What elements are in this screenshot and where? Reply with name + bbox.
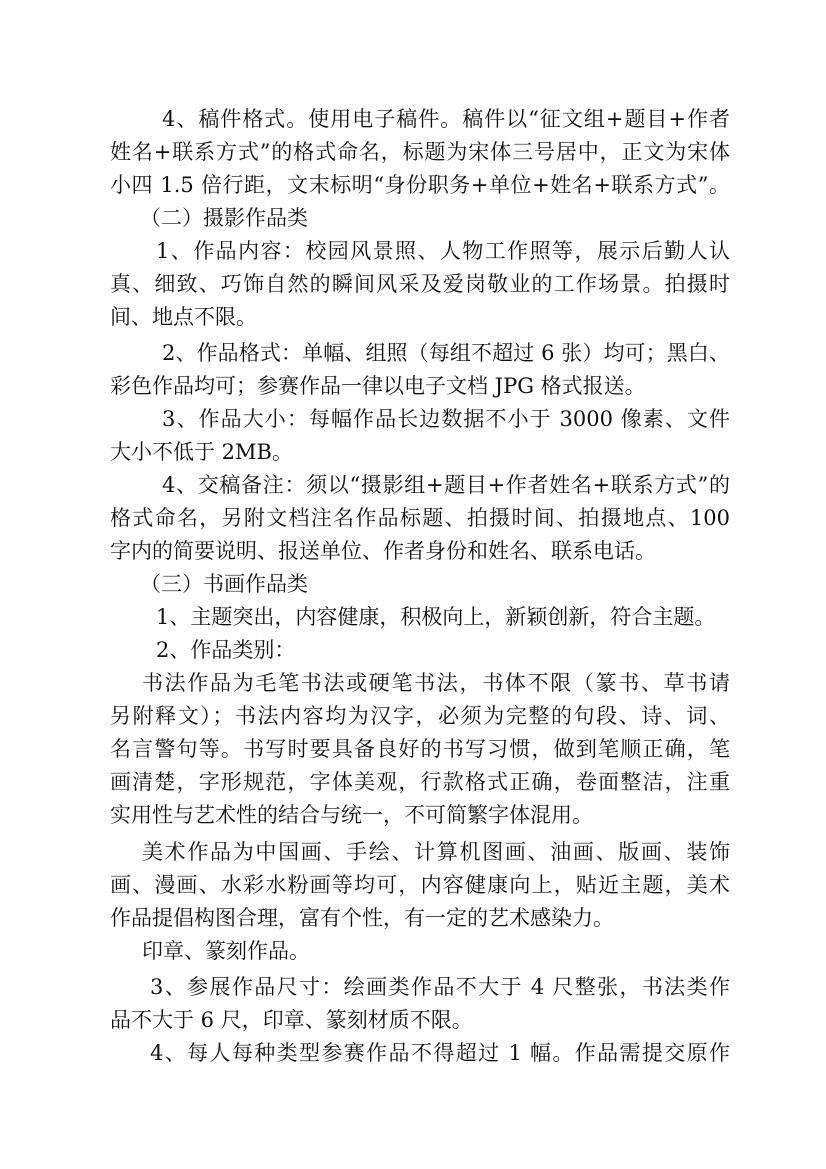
paragraph-line: 美术作品为中国画、手绘、计算机图画、油画、版画、装饰 [142,840,730,864]
paragraph-line: 实用性与艺术性的结合与统一，不可简繁字体混用。 [110,803,593,827]
paragraph-line: 字内的简要说明、报送单位、作者身份和姓名、联系电话。 [110,539,656,563]
paragraph-line: 彩色作品均可；参赛作品一律以电子文档 JPG 格式报送。 [110,374,646,398]
paragraph-line: 间、地点不限。 [110,305,257,329]
section-heading: （三）书画作品类 [140,572,308,596]
paragraph-line: 4、每人每种类型参赛作品不得超过 1 幅。作品需提交原作 [150,1041,730,1065]
paragraph-line: 真、细致、巧饰自然的瞬间风采及爱岗敬业的工作场景。拍摄时 [110,272,730,296]
paragraph-line: 1、作品内容：校园风景照、人物工作照等，展示后勤人认 [156,239,730,263]
paragraph-line: 另附释文）；书法内容均为汉字，必须为完整的句段、诗、词、 [110,704,730,728]
paragraph-line: 3、作品大小：每幅作品长边数据不小于 3000 像素、文件 [162,407,730,431]
paragraph-line: 2、作品类别： [156,638,296,662]
paragraph-line: 品不大于 6 尺，印章、篆刻材质不限。 [110,1008,473,1032]
paragraph-line: 画、漫画、水彩水粉画等均可，内容健康向上，贴近主题，美术 [110,873,730,897]
paragraph-line: 4、交稿备注：须以“摄影组+题目+作者姓名+联系方式”的 [162,473,730,497]
paragraph-line: 印章、篆刻作品。 [142,939,310,963]
paragraph-line: 格式命名，另附文档注名作品标题、拍摄时间、拍摄地点、100 [110,506,730,530]
paragraph-line: 1、主题突出，内容健康，积极向上，新颖创新，符合主题。 [156,605,716,629]
paragraph-line: 2、作品格式：单幅、组照（每组不超过 6 张）均可；黑白、 [162,341,730,365]
paragraph-line: 画清楚，字形规范，字体美观，行款格式正确，卷面整洁，注重 [110,770,730,794]
paragraph-line: 3、参展作品尺寸：绘画类作品不大于 4 尺整张，书法类作 [150,975,730,999]
paragraph-line: 4、稿件格式。使用电子稿件。稿件以“征文组+题目+作者 [162,107,730,131]
paragraph-line: 书法作品为毛笔书法或硬笔书法，书体不限（篆书、草书请 [142,671,730,695]
section-heading: （二）摄影作品类 [140,206,308,230]
paragraph-line: 姓名+联系方式”的格式命名，标题为宋体三号居中，正文为宋体 [110,140,730,164]
paragraph-line: 小四 1.5 倍行距，文末标明“身份职务+单位+姓名+联系方式”。 [110,173,730,197]
paragraph-line: 作品提倡构图合理，富有个性，有一定的艺术感染力。 [110,906,614,930]
paragraph-line: 名言警句等。书写时要具备良好的书写习惯，做到笔顺正确，笔 [110,737,730,761]
paragraph-line: 大小不低于 2MB。 [110,440,293,464]
